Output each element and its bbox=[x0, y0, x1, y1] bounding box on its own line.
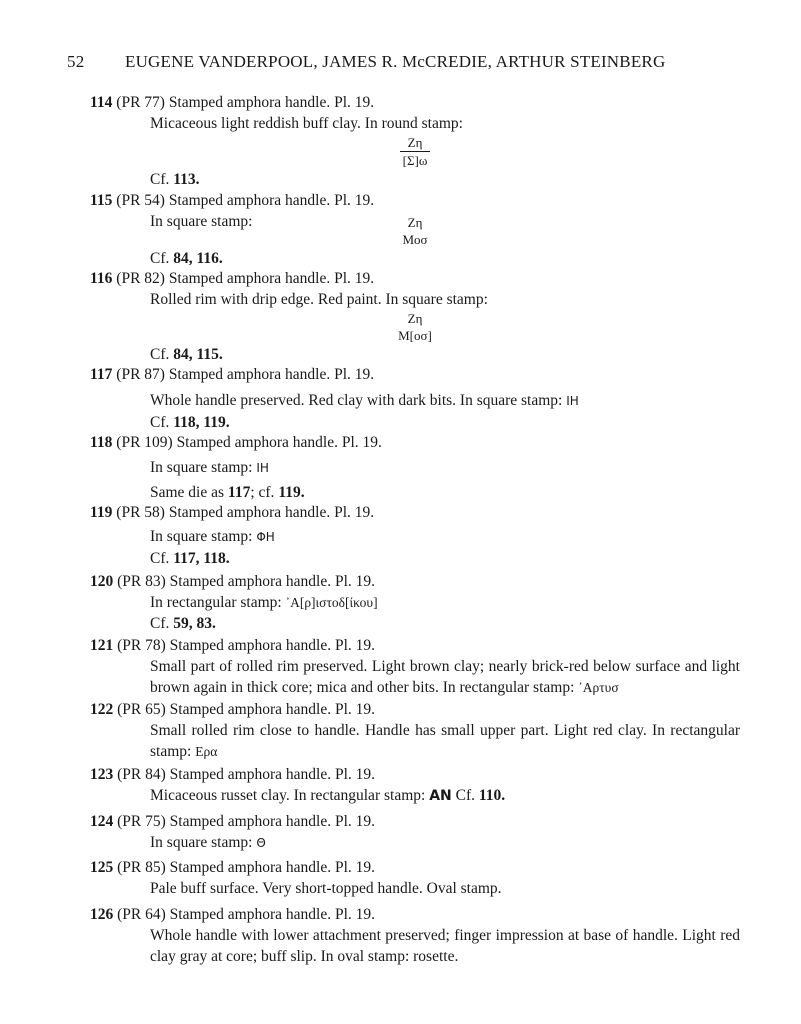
stamp-inline: Ερα bbox=[195, 744, 218, 759]
stamp-inscription bbox=[90, 134, 740, 169]
entry-number: 116 bbox=[90, 270, 113, 287]
entry-heading: (PR 82) Stamped amphora handle. Pl. 19. bbox=[116, 270, 375, 287]
stamp-inline: ΦΗ bbox=[256, 530, 275, 544]
stamp-inline: ᾿Α[ρ]ιστοδ[ίκου] bbox=[285, 595, 378, 610]
entry-description: Small rolled rim close to handle. Handle has small upper part. Light red clay. In rectangular stamp: Ερα bbox=[150, 722, 740, 760]
catalog-entry-126 bbox=[90, 904, 740, 967]
catalog-entry-117 bbox=[90, 364, 740, 433]
stamp-inline: ΙΗ bbox=[256, 461, 269, 475]
entry-heading: (PR 65) Stamped amphora handle. Pl. 19. bbox=[117, 701, 375, 718]
entry-number: 123 bbox=[90, 766, 114, 783]
cross-reference: Cf. 84, 115. bbox=[150, 346, 223, 363]
catalog-entry-124 bbox=[90, 811, 740, 854]
entry-number: 114 bbox=[90, 94, 113, 111]
stamp-inscription bbox=[90, 310, 740, 344]
entry-heading: (PR 84) Stamped amphora handle. Pl. 19. bbox=[117, 766, 375, 783]
entry-description: Whole handle with lower attachment preserved; finger impression at base of handle. Light red clay gray at core; buff slip. In oval stamp: rosette. bbox=[150, 927, 740, 965]
entry-description: Micaceous russet clay. In rectangular stamp: ΑΝ Cf. 110. bbox=[150, 787, 506, 804]
stamp-bottom-line: Μ[οσ] bbox=[398, 328, 432, 343]
cross-reference: Cf. 59, 83. bbox=[150, 615, 216, 632]
cross-reference: Cf. 113. bbox=[150, 171, 200, 188]
catalog-entry-123 bbox=[90, 764, 740, 807]
entry-heading: (PR 58) Stamped amphora handle. Pl. 19. bbox=[116, 504, 375, 521]
entry-heading: (PR 83) Stamped amphora handle. Pl. 19. bbox=[117, 573, 375, 590]
catalog-entry-121 bbox=[90, 635, 740, 698]
entry-number: 125 bbox=[90, 859, 114, 876]
catalog-entry-114 bbox=[90, 92, 740, 190]
entry-description: In square stamp: Θ bbox=[150, 834, 266, 851]
die-note: Same die as 117; cf. 119. bbox=[150, 484, 305, 501]
entry-number: 119 bbox=[90, 504, 113, 521]
catalog-entry-122 bbox=[90, 699, 740, 762]
entry-description: Micaceous light reddish buff clay. In round stamp: bbox=[150, 115, 463, 132]
entry-heading: (PR 109) Stamped amphora handle. Pl. 19. bbox=[116, 434, 382, 451]
stamp-top-line: Ζη bbox=[400, 134, 431, 152]
entry-heading: (PR 77) Stamped amphora handle. Pl. 19. bbox=[116, 94, 375, 111]
header-authors: EUGENE VANDERPOOL, JAMES R. McCREDIE, ARTHUR STEINBERG bbox=[125, 52, 666, 71]
stamp-inline: Θ bbox=[256, 836, 266, 850]
entry-description: In square stamp: ΙΗ bbox=[150, 459, 269, 476]
entry-number: 121 bbox=[90, 637, 114, 654]
catalog-entry-116 bbox=[90, 268, 740, 365]
stamp-bottom-line: Μοσ bbox=[402, 232, 428, 247]
stamp-top-line: Ζη bbox=[407, 215, 423, 230]
catalog-entry-120 bbox=[90, 571, 740, 634]
entry-number: 118 bbox=[90, 434, 113, 451]
entry-number: 115 bbox=[90, 192, 113, 209]
entry-heading: (PR 78) Stamped amphora handle. Pl. 19. bbox=[117, 637, 375, 654]
cross-reference: Cf. 117, 118. bbox=[150, 550, 230, 567]
entry-description: Pale buff surface. Very short-topped handle. Oval stamp. bbox=[150, 880, 502, 897]
entry-description: Small part of rolled rim preserved. Light brown clay; nearly brick-red below surface and light brown again in thick core; mica and other bits. In rectangular stamp: ᾿Αρτυσ bbox=[150, 658, 740, 696]
catalog-entry-118 bbox=[90, 432, 740, 503]
entry-heading: (PR 85) Stamped amphora handle. Pl. 19. bbox=[117, 859, 375, 876]
catalog-entry-119 bbox=[90, 502, 740, 569]
stamp-inline: ᾿Αρτυσ bbox=[578, 680, 619, 695]
cross-reference: Cf. 118, 119. bbox=[150, 414, 230, 431]
entry-number: 122 bbox=[90, 701, 114, 718]
entry-description: In rectangular stamp: ᾿Α[ρ]ιστοδ[ίκου] bbox=[150, 594, 378, 611]
running-header bbox=[67, 52, 665, 72]
entry-number: 120 bbox=[90, 573, 114, 590]
entry-number: 117 bbox=[90, 366, 113, 383]
entry-description: In square stamp: bbox=[150, 213, 253, 230]
entry-description: Whole handle preserved. Red clay with dark bits. In square stamp: ΙΗ bbox=[150, 392, 579, 409]
entry-description: In square stamp: ΦΗ bbox=[150, 528, 275, 545]
stamp-inline: ΙΗ bbox=[566, 394, 579, 408]
stamp-bottom-line: [Σ]ω bbox=[402, 153, 428, 168]
catalog-entry-115 bbox=[90, 190, 740, 269]
entry-heading: (PR 75) Stamped amphora handle. Pl. 19. bbox=[117, 813, 375, 830]
stamp-top-line: Ζη bbox=[407, 311, 423, 326]
entry-heading: (PR 87) Stamped amphora handle. Pl. 19. bbox=[116, 366, 375, 383]
entry-heading: (PR 54) Stamped amphora handle. Pl. 19. bbox=[116, 192, 375, 209]
entry-number: 124 bbox=[90, 813, 114, 830]
page-number: 52 bbox=[67, 52, 85, 71]
cross-reference: Cf. 84, 116. bbox=[150, 250, 223, 267]
catalog-entry-125 bbox=[90, 857, 740, 899]
entry-number: 126 bbox=[90, 906, 114, 923]
entry-description: Rolled rim with drip edge. Red paint. In square stamp: bbox=[150, 291, 488, 308]
stamp-inline: ΑΝ bbox=[429, 788, 452, 804]
entry-heading: (PR 64) Stamped amphora handle. Pl. 19. bbox=[117, 906, 375, 923]
